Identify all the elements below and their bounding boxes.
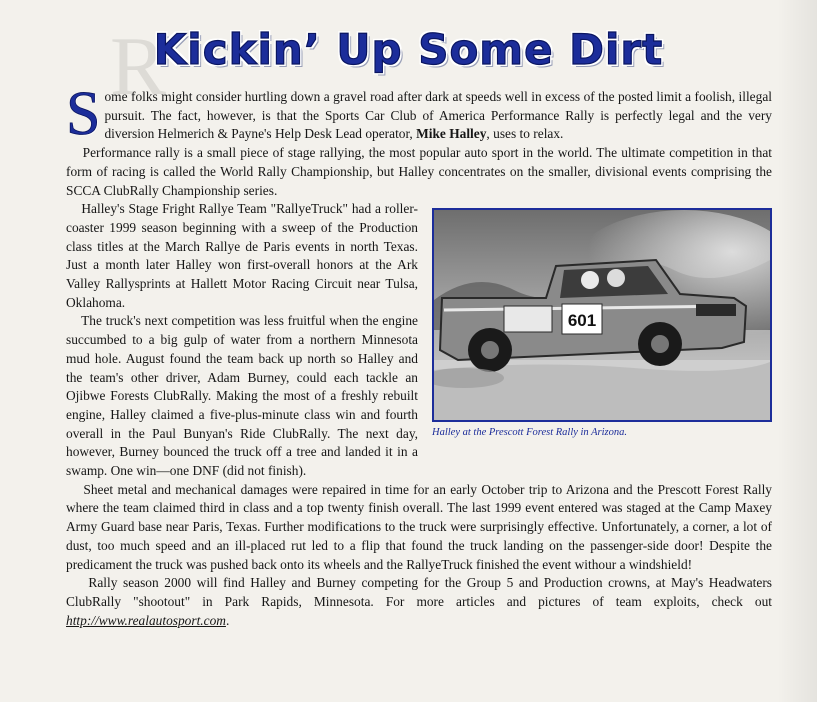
article-body	[66, 80, 773, 630]
paragraph-text: Halley's Stage Fright Rallye Team "RallyeTruck" had a roller-coaster 1999 season beginning with a sweep of the Production class titles at the March Rallye de Paris events in north Texas. Just a month later Halley won first-overall honors at the Ark Valley Rallysprints at Hallett Motor Racing Circuit near Tulsa, Oklahoma.	[66, 201, 418, 310]
page-edge-shade	[777, 0, 817, 702]
paragraph-arizona	[66, 481, 772, 575]
paragraph-intro	[66, 80, 772, 148]
paragraph-season-2000	[66, 574, 772, 630]
paragraph-performance-rally	[66, 144, 772, 200]
rally-truck-photo	[432, 208, 772, 422]
photo-figure	[432, 208, 772, 443]
truck-illustration	[434, 210, 770, 420]
intro-text: ome folks might consider hurtling down a gravel road after dark at speeds well in excess of the posted limit a foolish, illegal pursuit. The fact, however, is that the Sports Car Club of America Performance Rally is perfectly legal and the very diversion Helmerich & Payne's Help Desk Lead operator,	[104, 89, 772, 142]
intro-text-end: , uses to relax.	[486, 126, 564, 142]
drop-cap: S	[66, 80, 101, 148]
paragraph-text: The truck's next competition was less fruitful when the engine succumbed to a big gulp of water from a northern Minnesota mud hole. August found the team back up north so Halley and the team's other driver, Adam Burney, could each tackle an Ojibwe Forests ClubRally. Making the most of a freshly rebuilt engine, Halley claimed a five-plus-minute class win and fourth overall in the Paul Bunyan's Ride ClubRally. The next day, however, Burney bounced the truck off a tree and landed it in a swamp. One win—one DNF (did not finish).	[66, 313, 418, 479]
photo-caption: Halley at the Prescott Forest Rally in Arizona.	[432, 427, 627, 439]
background-ghost-letter: R	[110, 20, 171, 113]
article-title: Kickin’ Up Some Dirt	[153, 25, 664, 74]
paragraph-text: Rally season 2000 will find Halley and Burney competing for the Group 5 and Production crowns, at May's Headwaters ClubRally "shootout" in Park Rapids, Minnesota. For more articles and pictures of team exploits, check out	[66, 575, 773, 609]
website-link[interactable]: http://www.realautosport.com	[66, 612, 226, 628]
person-name: Mike Halley	[416, 126, 487, 142]
paragraph-end: .	[225, 612, 230, 628]
paragraph-text: Performance rally is a small piece of stage rallying, the most popular auto sport in the world. The ultimate competition in that form of racing is called the World Rally Championship, but Halley concentrates on the smaller, divisional events comprising the SCCA ClubRally Championship series.	[66, 145, 773, 198]
paragraph-text: Sheet metal and mechanical damages were repaired in time for an early October trip to Arizona and the Prescott Forest Rally where the team claimed third in class and a top twenty finish overall. The last 1999 event entered was staged at the Camp Maxey Army Guard base near Paris, Texas. Further modifications to the truck were surprisingly effective. Unfortunately, a corner, a lot of dust, too much speed and an ill-placed rut led to a flip that found the truck landing on the passenger-side door! Despite the predicament the truck was pushed back onto its wheels and the RallyeTruck finished the event withour a windshield!	[66, 481, 773, 572]
door-number: 601	[567, 311, 597, 331]
